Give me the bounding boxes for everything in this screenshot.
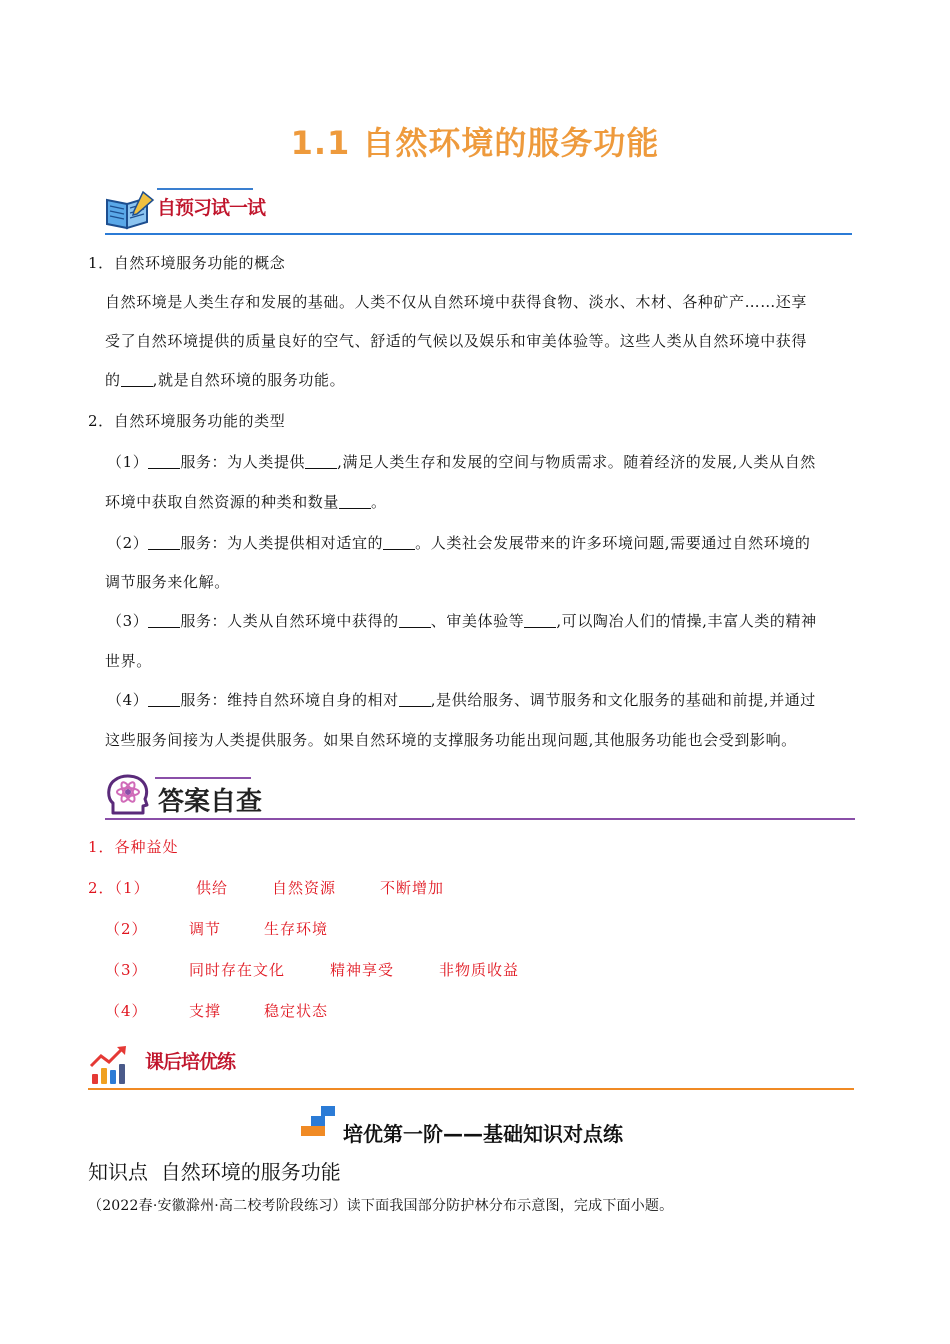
section-label-underline [157, 188, 253, 190]
q2-item2-line2: 调节服务来化解。 [105, 573, 230, 591]
q2-item1-line1 [107, 452, 816, 472]
section-divider-blue [105, 233, 852, 235]
answer-2-3-c: 非物质收益 [439, 961, 520, 979]
answer-2-4-b: 稳定状态 [264, 1002, 329, 1020]
page-title: 1.1 自然环境的服务功能 [290, 124, 660, 162]
q2-item4-line2: 这些服务间接为人类提供服务。如果自然环境的支撑服务功能出现问题,其他服务功能也会受到影响。 [105, 731, 797, 749]
q2-item4-line1 [107, 690, 816, 710]
book-icon [103, 190, 155, 232]
section-divider-purple [105, 818, 855, 820]
answer-2-2-b: 生存环境 [264, 920, 329, 938]
answer-2-2-a: 调节 [189, 920, 222, 938]
fill-blank[interactable] [399, 613, 431, 628]
item-number: （1） [107, 453, 149, 471]
answer-2-1-b: 自然资源 [272, 879, 337, 897]
fill-blank[interactable] [148, 535, 180, 550]
section-label-underline [155, 777, 251, 779]
growth-chart-icon [89, 1044, 133, 1086]
section-label-answers: 答案自查 [158, 787, 263, 817]
item-text: ,可以陶冶人们的情操,丰富人类的精神 [556, 612, 817, 630]
answer-2-4-label: （4） [105, 1002, 148, 1020]
answer-2-3-b: 精神享受 [330, 961, 395, 979]
section-label-practice: 课后培优练 [145, 1051, 236, 1073]
item-text: 服务：维持自然环境自身的相对 [180, 691, 399, 709]
item-text: ,是供给服务、调节服务和文化服务的基础和前提,并通过 [430, 691, 816, 709]
q1-line3 [105, 370, 345, 390]
q2-item1-line2 [105, 492, 387, 512]
item-text: 服务：为人类提供相对适宜的 [180, 534, 384, 552]
fill-blank[interactable] [121, 372, 153, 387]
q2-item3-line2: 世界。 [105, 652, 152, 670]
item-text: 。 [371, 493, 387, 511]
section-divider-orange [88, 1088, 854, 1090]
question-source: （2022春·安徽滁州·高二校考阶段练习）读下面我国部分防护林分布示意图，完成下面小题。 [88, 1198, 674, 1214]
practice-subtitle: 培优第一阶——基础知识对点练 [343, 1122, 623, 1146]
item-text: 环境中获取自然资源的种类和数量 [105, 493, 340, 511]
item-number: （3） [107, 612, 149, 630]
fill-blank[interactable] [148, 454, 180, 469]
fill-blank[interactable] [383, 535, 415, 550]
q2-heading: 2．自然环境服务功能的类型 [88, 412, 286, 430]
fill-blank[interactable] [148, 613, 180, 628]
q1-line3-start: 的 [105, 371, 121, 389]
fill-blank[interactable] [339, 494, 371, 509]
item-text: 服务：人类从自然环境中获得的 [180, 612, 399, 630]
knowledge-point: 知识点 自然环境的服务功能 [88, 1160, 341, 1184]
fill-blank[interactable] [524, 613, 556, 628]
answer-2-1-a: 供给 [196, 879, 229, 897]
steps-icon [297, 1104, 339, 1138]
fill-blank[interactable] [148, 692, 180, 707]
answer-2-2-label: （2） [105, 920, 148, 938]
fill-blank[interactable] [399, 692, 431, 707]
answer-2-1-c: 不断增加 [380, 879, 445, 897]
item-number: （2） [107, 534, 149, 552]
q1-line1: 自然环境是人类生存和发展的基础。人类不仅从自然环境中获得食物、淡水、木材、各种矿产……还享 [105, 293, 808, 311]
q1-line3-end: ,就是自然环境的服务功能。 [152, 371, 346, 389]
q2-item2-line1 [107, 533, 811, 553]
section-label-preview: 自预习试一试 [157, 197, 266, 219]
answer-2-3-label: （3） [105, 961, 148, 979]
item-text: 。人类社会发展带来的许多环境问题,需要通过自然环境的 [415, 534, 811, 552]
item-text: ,满足人类生存和发展的空间与物质需求。随着经济的发展,人类从自然 [337, 453, 816, 471]
q2-item3-line1 [107, 611, 817, 631]
answer-2-4-a: 支撑 [189, 1002, 222, 1020]
item-text: 服务：为人类提供 [180, 453, 306, 471]
item-text: 、审美体验等 [430, 612, 525, 630]
answer-2-label: 2．（1） [88, 879, 150, 897]
q1-line2: 受了自然环境提供的质量良好的空气、舒适的气候以及娱乐和审美体验等。这些人类从自然环境中获得 [105, 332, 808, 350]
answer-2-3-a: 同时存在文化 [189, 961, 286, 979]
fill-blank[interactable] [305, 454, 337, 469]
item-number: （4） [107, 691, 149, 709]
q1-heading: 1．自然环境服务功能的概念 [88, 254, 286, 272]
answer-1: 1．各种益处 [88, 838, 179, 856]
brain-atom-icon [105, 773, 151, 817]
